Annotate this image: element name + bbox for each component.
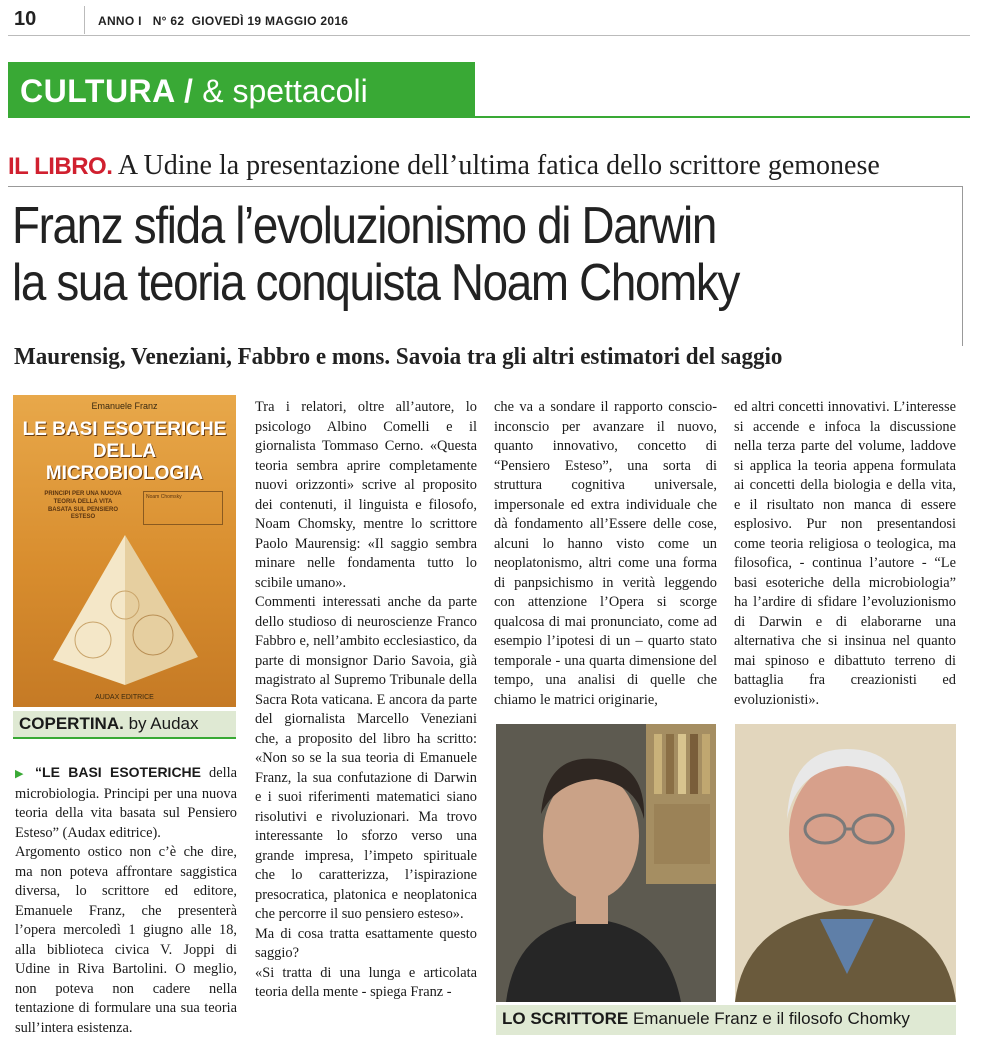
kicker-label: IL LIBRO. (8, 153, 113, 180)
cover-quote-box (143, 491, 223, 525)
subheadline: Maurensig, Veneziani, Fabbro e mons. Savoia tra gli altri estimatori del saggio (14, 344, 783, 370)
section-main: CULTURA / (20, 73, 194, 109)
column-2-paragraph-4: «Si tratta di una lunga e articolata teoria della mente - spiega Franz - (255, 964, 477, 1000)
header-divider (84, 6, 85, 34)
headline-side-rule (962, 186, 963, 346)
column-2-paragraph-2: Commenti interessati anche da parte dello studioso di neuroscienze Franco Fabbro e, nell’ambito ecclesiastico, da parte di monsignor Dario Savoia, già magistrato al Supremo Tribunale della Sacra Rota vaticana. E ancora da parte del giornalista Marcello Veneziani che, a proposito del libro ha scritto: «Non so se la sua teoria di Emanuele Franz, la sua confutazione di Darwin e i suoi riferimenti matematici siano risolutivi e rivoluzionari. Ma trovo interessante lo sforzo verso una grande impresa, l’impeto spirituale che lo caratterizza, l’ispirazione presocratica, platonica e neoplatonica che percorre il suo pensiero esteso». (255, 594, 477, 922)
photo-caption (496, 1005, 956, 1035)
column-4-paragraph-1: ed altri concetti innovativi. L’interesse si accende e infoca la discussione nella terza parte del volume, laddove si applica la teoria appena formulata ai concetti della biologia e della vita, e il risultato non manca di essere esplosivo. Pur non presentandosi come teoria religiosa o teologica, ma filosofica, - continua l’autore - “Le basi esoteriche della microbiologia” ha l’ardire di sfidare l’evoluzionismo di Darwin e di elaborarne una alternativa che si insinua nel quanto mai spinoso e dibattuto terreno di battaglia fra creazionisti ed evoluzionisti». (734, 399, 956, 708)
headline (12, 198, 962, 312)
column-2-paragraph-3: Ma di cosa tratta esattamente questo saggio? (255, 925, 477, 961)
pyramid-illustration (53, 535, 198, 685)
page-header (8, 4, 970, 36)
column-1-text: della microbiologia. Principi per una nuova teoria della vita basata sul Pensiero Esteso” (Audax editrice). (15, 765, 237, 841)
cover-title-line-2: DELLA MICROBIOLOGIA (45, 440, 204, 484)
issue-date-line: ANNO I N° 62 GIOVEDÌ 19 MAGGIO 2016 (98, 14, 349, 28)
page-number: 10 (14, 8, 37, 30)
writer-portrait-illustration (496, 724, 716, 1002)
cover-caption (13, 711, 236, 739)
writer-photo (496, 724, 716, 1002)
column-2-paragraph-1: Tra i relatori, oltre all’autore, lo psicologo Albino Comelli e il giornalista Tommaso Cerno. «Questa teoria sembra aprire completamente nuovi orizzonti» scrive al proposito dei contenuti, il linguista e filosofo, Noam Chomsky, mentre lo scrittore Paolo Maurensig: «Il saggio sembra minare nelle fondamenta tutto lo scibile umano». (255, 399, 477, 591)
column-1-paragraph-2: Argomento ostico non c’è che dire, ma non poteva affrontare saggistica diversa, lo scrittore ed editore, Emanuele Franz, che presenterà l’opera mercoledì 1 giugno alle 18, alla biblioteca civica V. Joppi di Udine in Riva Bartolini. O meglio, non poteva non cadere nella tentazione di formulare una sua teoria sull’intera esistenza. (15, 844, 237, 1036)
column-3-paragraph-1: che va a sondare il rapporto conscio-inconscio per avanzare il nuovo, quanto innovativo, concetto di “Pensiero Esteso”, una sorta di struttura cognitiva universale, impersonale ed extra individuale che dà fondamento all’Essere delle cose, alcuni lo hanno visto come un neoplatonismo, altri come una forma di panpsichismo in verità leggendo con attenzione l’Opera si scorge qualcosa di mai pronunciato, come ad esempio l’ipotesi di un – quarto stato temporale - una quarta dimensione del tempo, una analisi di quelle che chiamo le matrici originarie, (494, 399, 717, 708)
photo-caption-text: Emanuele Franz e il filosofo Chomky (628, 1009, 910, 1028)
column-1-lead-paragraph (15, 763, 237, 843)
triangle-bullet-icon: ▶ (15, 768, 36, 780)
article-column-4 (734, 398, 956, 710)
kicker-text: A Udine la presentazione dell’ultima fatica dello scrittore gemonese (112, 150, 880, 181)
cover-publisher: AUDAX EDITRICE (95, 694, 154, 701)
cover-caption-label: COPERTINA. (19, 714, 124, 733)
kicker-rule (8, 186, 963, 187)
photo-caption-label: LO SCRITTORE (502, 1009, 629, 1028)
book-cover-image (13, 395, 236, 707)
headline-line-1: Franz sfida l’evoluzionismo di Darwin (12, 197, 716, 255)
article-column-1 (15, 763, 237, 1038)
lead-in: “LE BASI ESOTERICHE (35, 764, 202, 780)
kicker (8, 150, 963, 182)
banner-underline (475, 116, 970, 118)
chomsky-photo (735, 724, 956, 1002)
section-sub: & spettacoli (193, 73, 368, 109)
cover-quote: Noam Chomsky (146, 494, 182, 500)
cover-subtitle: PRINCIPI PER UNA NUOVA TEORIA DELLA VITA BASATA SUL PENSIERO ESTESO (44, 491, 122, 521)
cover-author: Emanuele Franz (91, 401, 158, 411)
section-banner (8, 62, 475, 118)
cover-title (13, 419, 236, 485)
cover-title-line-1: LE BASI ESOTERICHE (22, 419, 227, 440)
article-column-2 (255, 398, 477, 1003)
section-title (20, 73, 368, 110)
chomsky-portrait-illustration (735, 724, 956, 1002)
article-column-3 (494, 398, 717, 710)
headline-line-2: la sua teoria conquista Noam Chomky (12, 254, 740, 313)
cover-caption-text: by Audax (123, 714, 199, 733)
